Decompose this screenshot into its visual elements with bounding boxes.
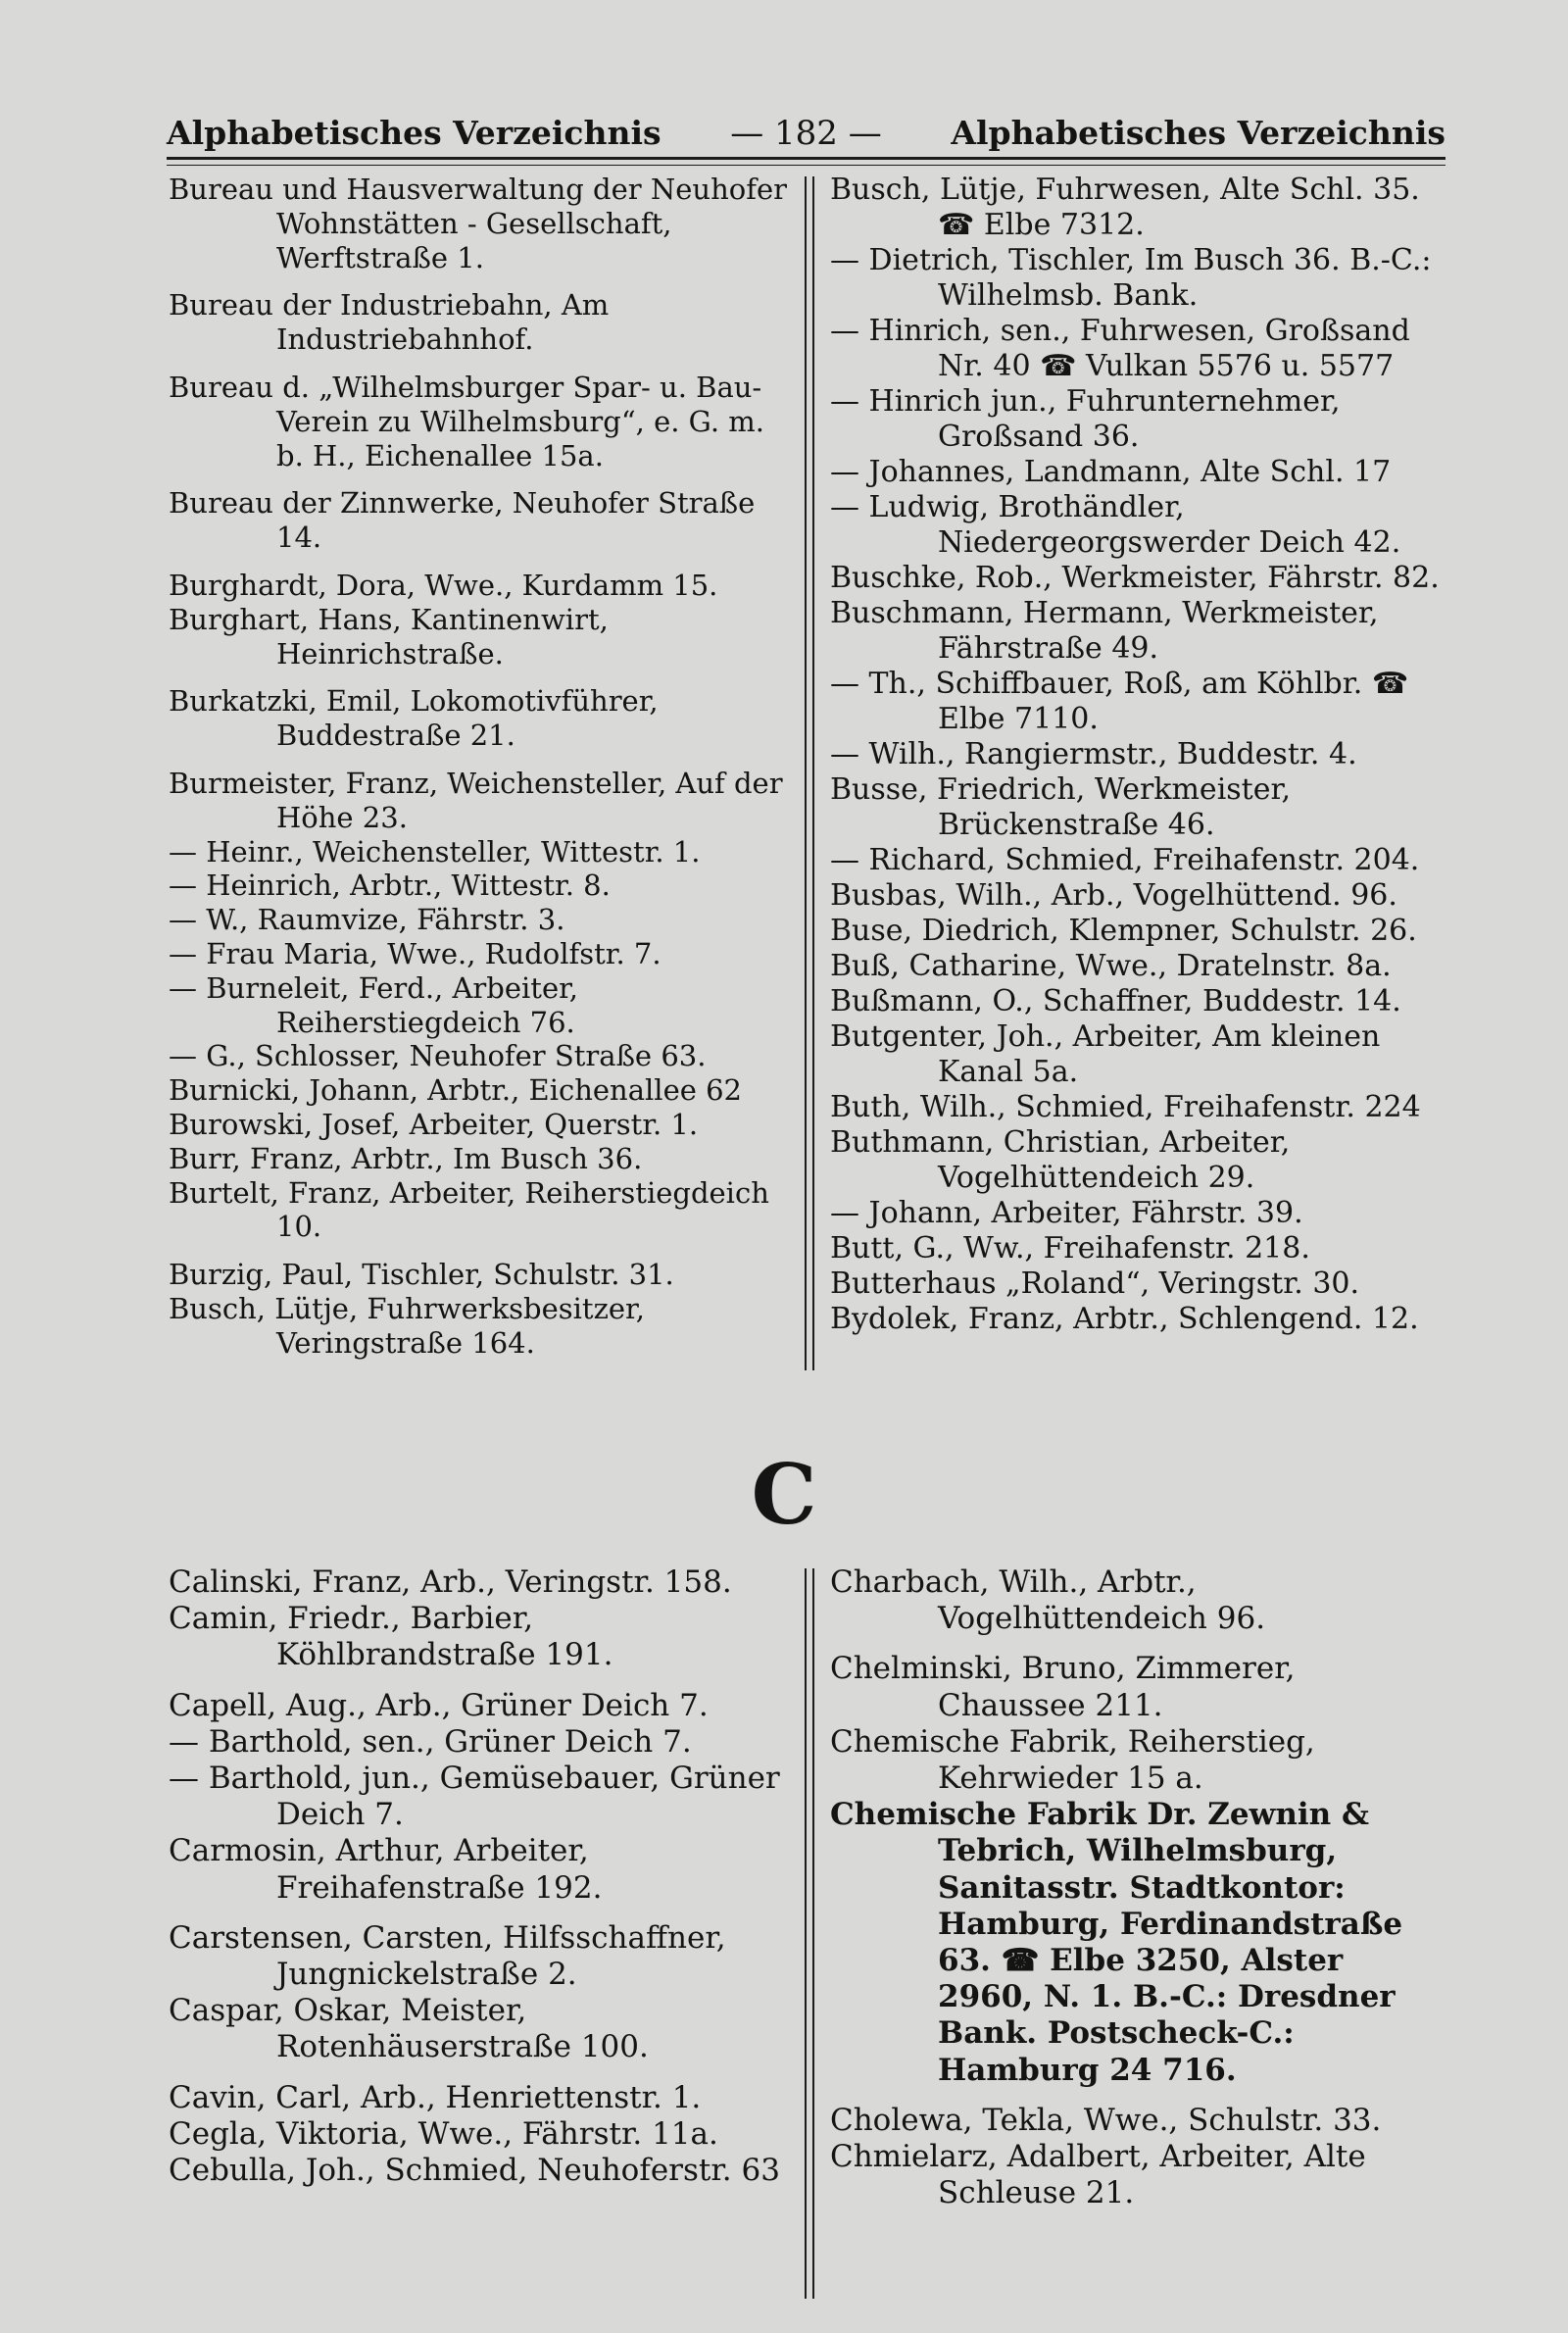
directory-entry: Burowski, Josef, Arbeiter, Querstr. 1. <box>169 1107 699 1141</box>
directory-entry: Butterhaus „Roland“, Veringstr. 30. <box>830 1266 1360 1301</box>
page-header <box>167 110 1446 155</box>
directory-entry: Butgenter, Joh., Arbeiter, Am kleinen Kanal 5a. <box>830 1019 1381 1089</box>
directory-entry: Chemische Fabrik, Reiherstieg, Kehrwieder 15 a. <box>830 1723 1315 1797</box>
directory-entry: — Barthold, jun., Gemüsebauer, Grüner Deich 7. <box>169 1761 780 1833</box>
directory-entry: Busch, Lütje, Fuhrwerksbesitzer, Veringstraße 164. <box>169 1291 645 1360</box>
directory-entry: Charbach, Wilh., Arbtr., Vogelhüttendeich 96. <box>830 1564 1266 1637</box>
directory-entry: Caspar, Oskar, Meister, Rotenhäuserstraße 100. <box>169 1993 649 2065</box>
directory-entry: Busse, Friedrich, Werkmeister, Brückenstraße 46. <box>830 772 1292 842</box>
section-c-left-column <box>169 1564 791 2189</box>
directory-entry: — Hinrich jun., Fuhrunternehmer, Großsand 36. <box>830 384 1341 454</box>
directory-entry: Chelminski, Bruno, Zimmerer, Chaussee 211. <box>830 1651 1296 1723</box>
directory-entry: — Burneleit, Ferd., Arbeiter, Reiherstiegdeich 76. <box>169 970 579 1039</box>
directory-entry: Burghart, Hans, Kantinenwirt, Heinrichstraße. <box>169 602 609 670</box>
directory-entry: Bydolek, Franz, Arbtr., Schlengend. 12. <box>830 1302 1419 1336</box>
directory-entry: Bureau d. „Wilhelmsburger Spar- u. Bau-Verein zu Wilhelmsburg“, e. G. m. b. H., Eichenallee 15a. <box>169 370 764 472</box>
column-divider-b-2 <box>812 176 814 1370</box>
directory-entry: Burr, Franz, Arbtr., Im Busch 36. <box>169 1141 643 1175</box>
directory-entry: Bußmann, O., Schaffner, Buddestr. 14. <box>830 984 1401 1018</box>
header-left-title: Alphabetisches Verzeichnis <box>167 114 662 152</box>
directory-entry: Busch, Lütje, Fuhrwesen, Alte Schl. 35. ☎ Elbe 7312. <box>830 173 1420 242</box>
directory-entry: — Hinrich, sen., Fuhrwesen, Großsand Nr. 40 ☎ Vulkan 5576 u. 5577 <box>830 314 1410 383</box>
directory-entry: Burnicki, Johann, Arbtr., Eichenallee 62 <box>169 1073 743 1108</box>
column-divider-c-2 <box>812 1568 814 2299</box>
section-letter: C <box>751 1446 817 1543</box>
directory-entry: Buschke, Rob., Werkmeister, Fährstr. 82. <box>830 561 1440 595</box>
page-number: — 182 — <box>730 114 882 153</box>
section-b-left-column <box>169 173 791 1361</box>
directory-entry: — Dietrich, Tischler, Im Busch 36. B.-C.: Wilhelmsb. Bank. <box>830 243 1432 313</box>
directory-entry: Burtelt, Franz, Arbeiter, Reiherstiegdeich 10. <box>169 1175 769 1244</box>
header-rule-thin <box>167 165 1446 166</box>
header-right-title: Alphabetisches Verzeichnis <box>951 114 1446 152</box>
header-rule <box>167 157 1446 160</box>
directory-entry: — Johannes, Landmann, Alte Schl. 17 <box>830 455 1392 489</box>
section-c-right-column <box>830 1564 1447 2211</box>
directory-entry: Camin, Friedr., Barbier, Köhlbrandstraße 191. <box>169 1601 613 1673</box>
directory-entry: — Frau Maria, Wwe., Rudolfstr. 7. <box>169 936 662 970</box>
directory-entry: Buth, Wilh., Schmied, Freihafenstr. 224 <box>830 1090 1421 1124</box>
directory-entry: Cegla, Viktoria, Wwe., Fährstr. 11a. <box>169 2115 718 2152</box>
directory-entry: Burkatzki, Emil, Lokomotivführer, Buddestraße 21. <box>169 684 659 753</box>
column-divider-b-1 <box>805 176 807 1370</box>
column-divider-c-1 <box>805 1568 807 2299</box>
directory-entry: — Heinrich, Arbtr., Wittestr. 8. <box>169 869 611 903</box>
directory-entry: Calinski, Franz, Arb., Veringstr. 158. <box>169 1564 732 1600</box>
directory-entry: Burzig, Paul, Tischler, Schulstr. 31. <box>169 1258 674 1292</box>
directory-entry: Buschmann, Hermann, Werkmeister, Fährstraße 49. <box>830 596 1379 666</box>
directory-entry: — Johann, Arbeiter, Fährstr. 39. <box>830 1196 1303 1230</box>
directory-entry: Cebulla, Joh., Schmied, Neuhoferstr. 63 <box>169 2153 780 2189</box>
directory-entry: Butt, G., Ww., Freihafenstr. 218. <box>830 1231 1310 1266</box>
directory-entry: Buthmann, Christian, Arbeiter, Vogelhüttendeich 29. <box>830 1125 1291 1195</box>
directory-entry: — Wilh., Rangiermstr., Buddestr. 4. <box>830 737 1357 771</box>
directory-entry: Cavin, Carl, Arb., Henriettenstr. 1. <box>169 2079 702 2115</box>
directory-entry: Bureau der Industriebahn, Am Industriebahnhof. <box>169 288 610 357</box>
directory-entry: — G., Schlosser, Neuhofer Straße 63. <box>169 1039 707 1073</box>
directory-entry: Chmielarz, Adalbert, Arbeiter, Alte Schleuse 21. <box>830 2139 1366 2211</box>
directory-entry: Cholewa, Tekla, Wwe., Schulstr. 33. <box>830 2102 1382 2138</box>
directory-entry: — Th., Schiffbauer, Roß, am Köhlbr. ☎ Elbe 7110. <box>830 667 1409 736</box>
directory-entry: Buse, Diedrich, Klempner, Schulstr. 26. <box>830 914 1417 948</box>
directory-entry: Buß, Catharine, Wwe., Dratelnstr. 8a. <box>830 949 1392 983</box>
directory-entry: — Barthold, sen., Grüner Deich 7. <box>169 1723 692 1760</box>
directory-entry: Bureau und Hausverwaltung der Neuhofer Wohnstätten - Gesellschaft, Werftstraße 1. <box>169 173 787 274</box>
directory-entry: Bureau der Zinnwerke, Neuhofer Straße 14. <box>169 486 756 555</box>
directory-entry: Burmeister, Franz, Weichensteller, Auf der Höhe 23. <box>169 766 783 834</box>
directory-entry: Carmosin, Arthur, Arbeiter, Freihafenstraße 192. <box>169 1833 603 1906</box>
directory-entry-advertisement: Chemische Fabrik Dr. Zewnin & Tebrich, Wilhelmsburg, Sanitasstr. Stadtkontor: Hamburg, Ferdinandstraße 63. ☎ Elbe 3250, Alster 2960, N. 1. B.-C.: Dresdner Bank. Postscheck-C.: Hamburg 24 716. <box>830 1797 1403 2088</box>
section-b-right-column <box>830 173 1447 1337</box>
directory-entry: — Richard, Schmied, Freihafenstr. 204. <box>830 843 1420 877</box>
directory-entry: Burghardt, Dora, Wwe., Kurdamm 15. <box>169 568 718 602</box>
directory-entry: Busbas, Wilh., Arb., Vogelhüttend. 96. <box>830 878 1397 913</box>
directory-entry: Capell, Aug., Arb., Grüner Deich 7. <box>169 1687 709 1723</box>
directory-entry: — Heinr., Weichensteller, Wittestr. 1. <box>169 834 701 869</box>
directory-entry: — Ludwig, Brothändler, Niedergeorgswerder Deich 42. <box>830 490 1401 560</box>
directory-entry: Carstensen, Carsten, Hilfsschaffner, Jungnickelstraße 2. <box>169 1919 726 1993</box>
directory-entry: — W., Raumvize, Fährstr. 3. <box>169 903 565 937</box>
